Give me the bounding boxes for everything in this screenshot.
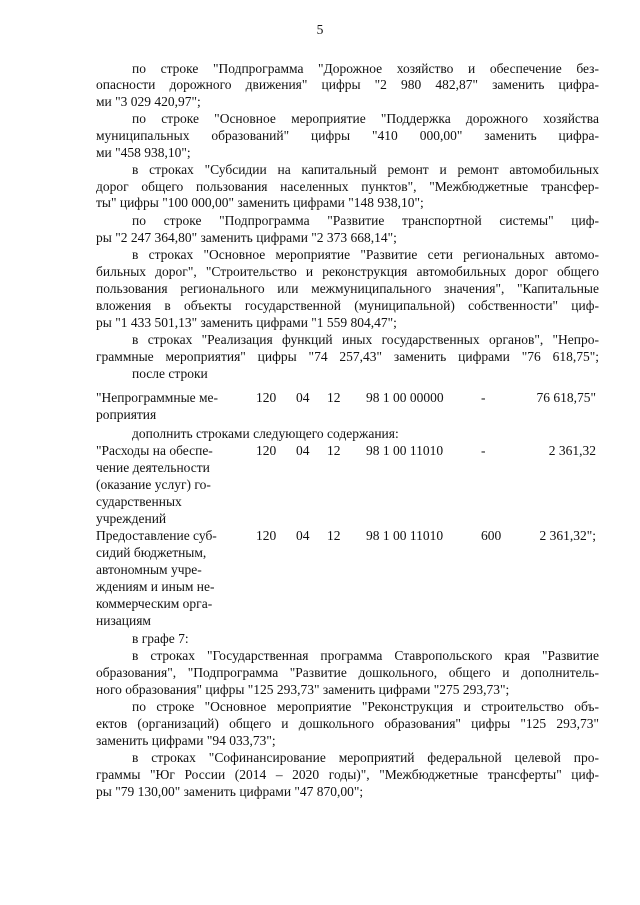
col-expense-type: -	[481, 390, 486, 405]
text-line: ектов (организаций) общего и дошкольного образования" цифры "125 293,73"	[96, 716, 599, 731]
text-line: ры "1 433 501,13" заменить цифрами "1 559 804,47";	[96, 315, 397, 330]
col-section: 04	[296, 528, 310, 543]
col-target-code: 98 1 00 11010	[366, 443, 444, 458]
row-name-line: роприятия	[96, 407, 157, 422]
col-ministry: 120	[256, 528, 277, 543]
row-name-line: (оказание услуг) го-	[96, 477, 211, 492]
text-line: дорог общего пользования населенных пунктов", "Межбюджетные трансфер-	[96, 179, 599, 194]
text-line: по строке "Основное мероприятие "Поддержка дорожного хозяйства	[132, 111, 599, 126]
text-line: опасности дорожного движения" цифры "2 980 482,87" заменить цифра-	[96, 77, 599, 92]
text-line: по строке "Основное мероприятие "Реконструкция и строительство объ-	[132, 699, 599, 714]
row-name-line: автономным учре-	[96, 562, 202, 577]
text-line: в строках "Основное мероприятие "Развитие сети региональных автомо-	[132, 247, 599, 262]
row-name-line: сидий бюджетным,	[96, 545, 207, 560]
col-subsection: 12	[327, 528, 341, 543]
row-name-line: Предоставление суб-	[96, 528, 217, 543]
col-ministry: 120	[256, 390, 277, 405]
text-line: по строке "Подпрограмма "Развитие транспортной системы" циф-	[132, 213, 599, 228]
page-number: 5	[316, 22, 324, 37]
text-line: по строке "Подпрограмма "Дорожное хозяйство и обеспечение без-	[132, 61, 599, 76]
row-name-line: чение деятельности	[96, 460, 210, 475]
text-line: бильных дорог", "Строительство и реконструкция автомобильных дорог общего	[96, 264, 599, 279]
text-line: в строках "Субсидии на капитальный ремонт и ремонт автомобильных	[132, 162, 599, 177]
text-line: дополнить строками следующего содержания:	[132, 426, 399, 441]
text-line: граммные мероприятия" цифры "74 257,43" заменить цифрами "76 618,75";	[96, 349, 599, 364]
col-section: 04	[296, 443, 310, 458]
text-line: в графе 7:	[132, 631, 189, 646]
col-target-code: 98 1 00 11010	[366, 528, 444, 543]
text-line: ми "3 029 420,97";	[96, 94, 201, 109]
text-line: образования", "Подпрограмма "Развитие дошкольного, общего и дополнитель-	[96, 665, 599, 680]
text-line: в строках "Государственная программа Ставропольского края "Развитие	[132, 648, 599, 663]
text-line: вложения в объекты государственной (муниципальной) собственности" циф-	[96, 298, 599, 313]
row-name-line: коммерческим орга-	[96, 596, 213, 611]
row-name-line: ждениям и иным не-	[96, 579, 215, 594]
text-line: муниципальных образований" цифры "410 000,00" заменить цифра-	[96, 128, 599, 143]
text-line: ми "458 938,10";	[96, 145, 191, 160]
col-amount: 76 618,75"	[536, 390, 596, 405]
row-name-line: "Расходы на обеспе-	[96, 443, 213, 458]
col-expense-type: -	[481, 443, 486, 458]
row-name-line: низациям	[96, 613, 151, 628]
row-name-line: "Непрограммные ме-	[96, 390, 219, 405]
col-target-code: 98 1 00 00000	[366, 390, 444, 405]
text-line: после строки	[132, 366, 208, 381]
col-expense-type: 600	[481, 528, 502, 543]
text-line: пользования регионального или межмуниципального значения", "Капитальные	[96, 281, 599, 296]
row-name-line: сударственных	[96, 494, 182, 509]
col-subsection: 12	[327, 390, 341, 405]
col-amount: 2 361,32";	[539, 528, 596, 543]
col-amount: 2 361,32	[548, 443, 596, 458]
text-line: в строках "Софинансирование мероприятий федеральной целевой про-	[132, 750, 599, 765]
col-subsection: 12	[327, 443, 341, 458]
row-name-line: учреждений	[96, 511, 167, 526]
text-line: граммы "Юг России (2014 – 2020 годы)", "Межбюджетные трансферты" циф-	[96, 767, 599, 782]
text-line: заменить цифрами "94 033,73";	[96, 733, 276, 748]
text-line: ного образования" цифры "125 293,73" заменить цифрами "275 293,73";	[96, 682, 510, 697]
col-ministry: 120	[256, 443, 277, 458]
col-section: 04	[296, 390, 310, 405]
text-line: в строках "Реализация функций иных государственных органов", "Непро-	[132, 332, 599, 347]
text-line: ты" цифры "100 000,00" заменить цифрами "148 938,10";	[96, 195, 424, 210]
text-line: ры "2 247 364,80" заменить цифрами "2 373 668,14";	[96, 230, 397, 245]
text-line: ры "79 130,00" заменить цифрами "47 870,00";	[96, 784, 364, 799]
